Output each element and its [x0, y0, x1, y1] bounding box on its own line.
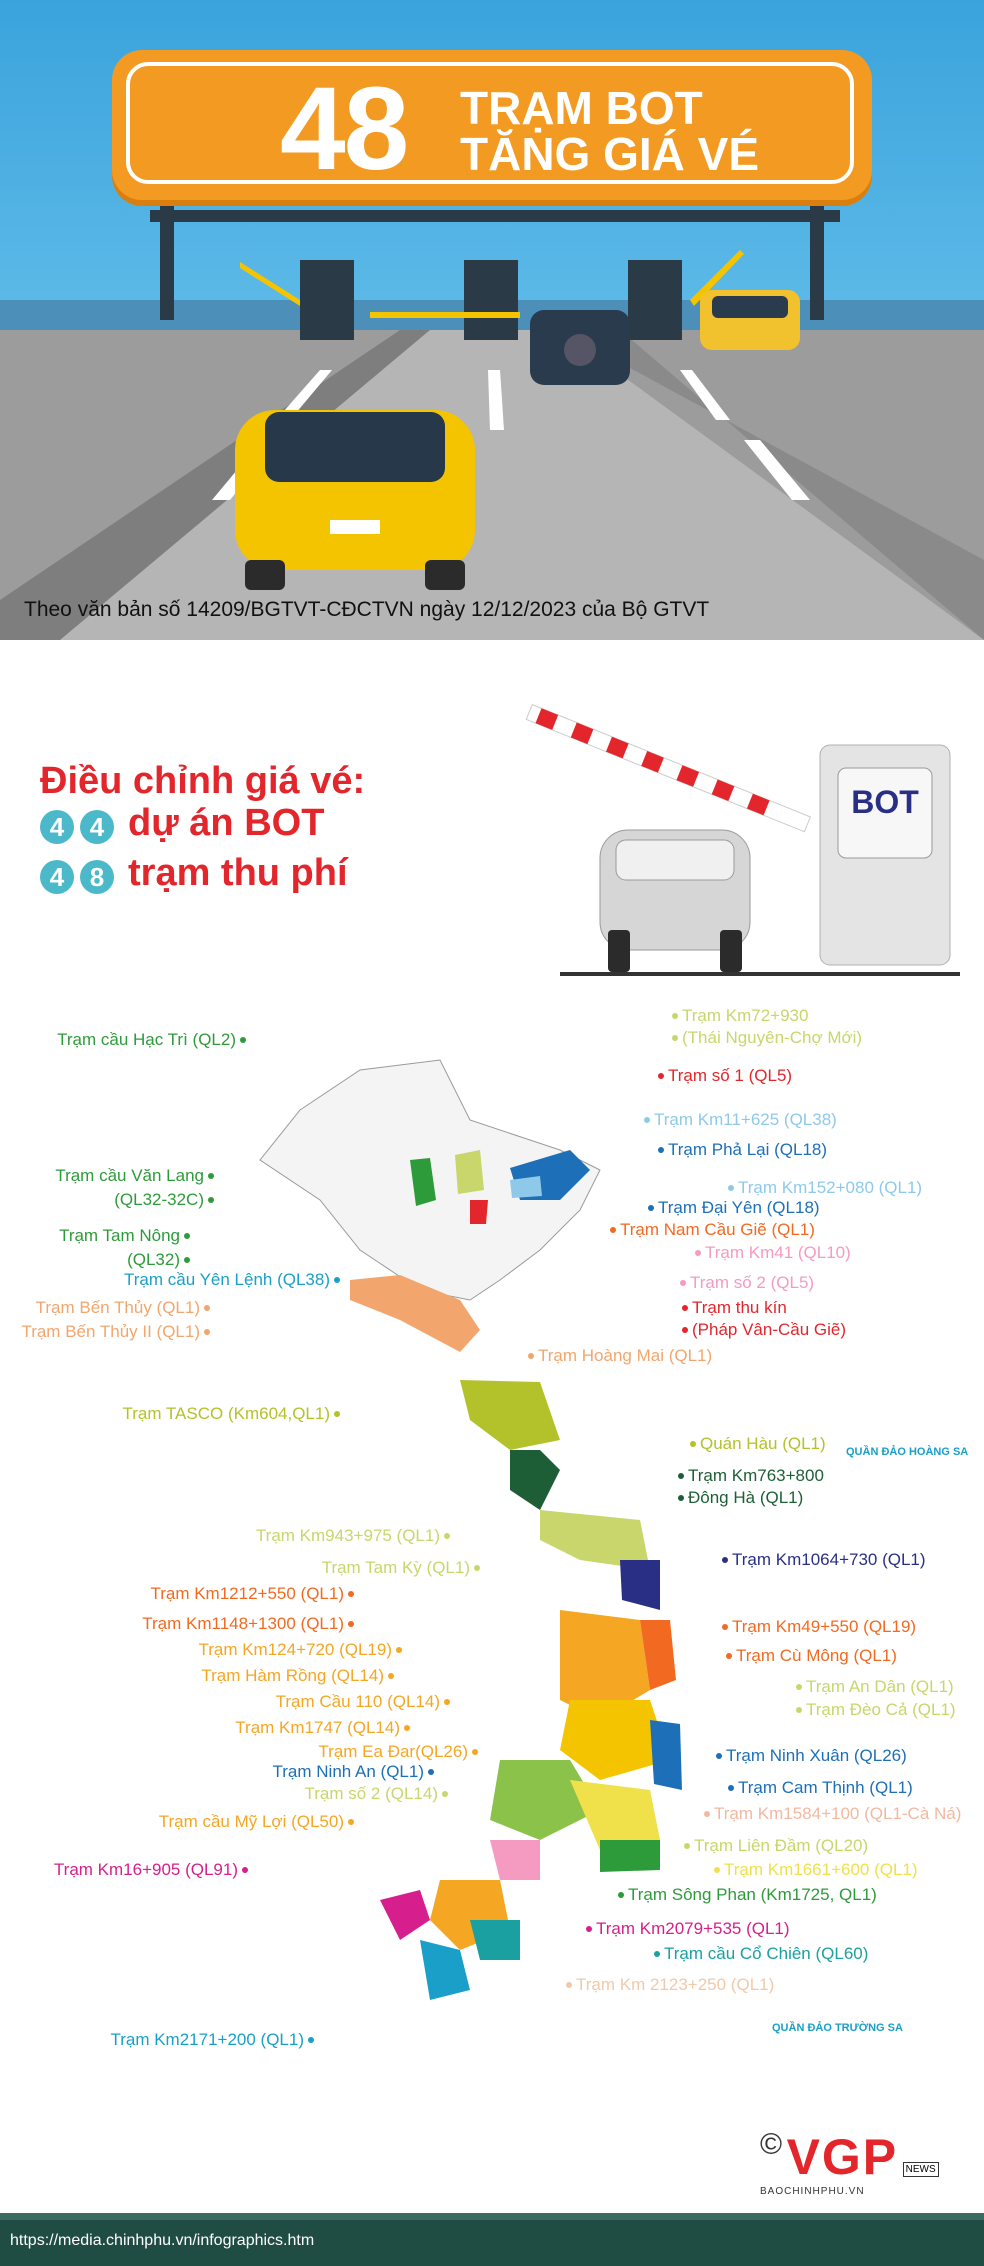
digit-ball: 8 — [80, 860, 114, 894]
left-map-label: (QL32) — [127, 1250, 180, 1269]
title-number: 48 — [280, 63, 408, 195]
label-dot — [722, 1624, 728, 1630]
label-dot — [704, 1811, 710, 1817]
projects-label: dự án BOT — [128, 802, 325, 844]
right-map-label: Trạm Km 2123+250 (QL1) — [576, 1975, 775, 1994]
right-map-label: Trạm thu kín — [692, 1298, 787, 1317]
left-map-label: (QL32-32C) — [114, 1190, 204, 1209]
booth-sign: BOT — [851, 784, 919, 820]
source-note: Theo văn bản số 14209/BGTVT-CĐCTVN ngày 12/12/2023 của Bộ GTVT — [24, 598, 710, 621]
right-map-label: (Thái Nguyên-Chợ Mới) — [682, 1028, 863, 1047]
adjust-heading: Điều chỉnh giá vé: — [40, 760, 366, 802]
right-map-label: Trạm Đèo Cả (QL1) — [806, 1700, 956, 1719]
left-map-label: Trạm Km16+905 (QL91) — [53, 1860, 238, 1879]
logo-site: BAOCHINHPHU.VN — [760, 2186, 865, 2197]
label-dot — [690, 1441, 696, 1447]
left-map-label: Trạm Km1747 (QL14) — [235, 1718, 400, 1737]
footer-band — [0, 2213, 984, 2220]
footer — [0, 2220, 984, 2266]
right-map-label: Trạm Ninh Xuân (QL26) — [726, 1746, 907, 1765]
left-map-label: Trạm Bến Thủy II (QL1) — [21, 1322, 200, 1341]
left-map-label: Trạm Tam Kỳ (QL1) — [321, 1558, 470, 1577]
label-dot — [586, 1926, 592, 1932]
right-map-label: Trạm Km41 (QL10) — [705, 1243, 851, 1262]
label-dot — [716, 1753, 722, 1759]
logo-brand: VGP — [786, 2129, 899, 2185]
left-map-label: Trạm cầu Mỹ Lợi (QL50) — [158, 1812, 344, 1831]
label-dot — [566, 1982, 572, 1988]
right-map-label: Trạm Km1661+600 (QL1) — [724, 1860, 918, 1879]
label-dot — [528, 1353, 534, 1359]
left-map-label: Trạm cầu Hạc Trì (QL2) — [57, 1030, 236, 1049]
right-map-label: Trạm Hoàng Mai (QL1) — [538, 1346, 713, 1365]
digit-ball: 4 — [40, 810, 74, 844]
label-dot — [658, 1073, 664, 1079]
left-map-label: Trạm cầu Yên Lệnh (QL38) — [123, 1270, 330, 1289]
right-map-label: Trạm Cam Thịnh (QL1) — [738, 1778, 913, 1797]
right-map-label: Trạm Phả Lại (QL18) — [668, 1140, 828, 1159]
title-line-1: TRẠM BOT — [460, 82, 703, 134]
label-dot — [672, 1013, 678, 1019]
right-map-label: Trạm Km2079+535 (QL1) — [596, 1919, 790, 1938]
label-dot — [618, 1892, 624, 1898]
title-line-2: TĂNG GIÁ VÉ — [460, 128, 760, 180]
left-map-label: Trạm Km1148+1300 (QL1) — [142, 1614, 344, 1633]
right-map-label: Trạm Km49+550 (QL19) — [732, 1617, 917, 1636]
left-map-label: Trạm Hàm Rồng (QL14) — [201, 1666, 384, 1685]
label-dot — [644, 1117, 650, 1123]
label-dot — [678, 1473, 684, 1479]
left-map-label: Trạm Km124+720 (QL19) — [198, 1640, 392, 1659]
right-map-label: Quán Hàu (QL1) — [700, 1434, 826, 1453]
label-dot — [682, 1305, 688, 1311]
digit-ball: 4 — [80, 810, 114, 844]
right-map-label: Trạm Km11+625 (QL38) — [654, 1110, 837, 1129]
left-map-label: Trạm Km1212+550 (QL1) — [150, 1584, 344, 1603]
right-map-label: Trạm An Dân (QL1) — [806, 1677, 954, 1696]
label-dot — [684, 1843, 690, 1849]
right-map-label: Trạm số 1 (QL5) — [668, 1066, 793, 1085]
right-map-label: Trạm số 2 (QL5) — [690, 1273, 815, 1292]
label-dot — [722, 1557, 728, 1563]
label-dot — [796, 1684, 802, 1690]
label-dot — [714, 1867, 720, 1873]
left-map-label: Trạm Km943+975 (QL1) — [255, 1526, 440, 1545]
label-dot — [654, 1951, 660, 1957]
left-map-label: Trạm Tam Nông — [59, 1226, 180, 1245]
copyright-symbol: © — [760, 2128, 783, 2161]
label-dot — [672, 1035, 678, 1041]
right-map-label: Trạm Nam Cầu Giẽ (QL1) — [620, 1220, 815, 1239]
left-map-label: Trạm Cầu 110 (QL14) — [275, 1692, 440, 1711]
label-dot — [695, 1250, 701, 1256]
right-map-label: Trạm Km1064+730 (QL1) — [732, 1550, 926, 1569]
label-dot — [728, 1785, 734, 1791]
stations-label: trạm thu phí — [128, 852, 348, 894]
left-map-label: Trạm Ninh An (QL1) — [272, 1762, 424, 1781]
hoang-sa-label: QUẦN ĐẢO HOÀNG SA — [846, 1446, 969, 1458]
label-dot — [680, 1280, 686, 1286]
right-map-label: Đông Hà (QL1) — [688, 1488, 804, 1507]
label-dot — [682, 1327, 688, 1333]
label-dot — [610, 1227, 616, 1233]
right-map-label: Trạm cầu Cổ Chiên (QL60) — [664, 1944, 869, 1963]
left-map-label: Trạm TASCO (Km604,QL1) — [122, 1404, 330, 1423]
left-map-label: Trạm Bến Thủy (QL1) — [35, 1298, 200, 1317]
label-dot — [726, 1653, 732, 1659]
label-dot — [648, 1205, 654, 1211]
truong-sa-label: QUẦN ĐẢO TRƯỜNG SA — [772, 2022, 903, 2034]
right-map-label: Trạm Km1584+100 (QL1-Cà Ná) — [714, 1804, 962, 1823]
logo-news: NEWS — [903, 2162, 939, 2177]
right-map-label: Trạm Sông Phan (Km1725, QL1) — [628, 1885, 877, 1904]
right-map-label: Trạm Cù Mông (QL1) — [736, 1646, 897, 1665]
footer-url[interactable]: https://media.chinhphu.vn/infographics.htm — [10, 2232, 315, 2249]
label-dot — [728, 1185, 734, 1191]
right-map-label: Trạm Liên Đầm (QL20) — [694, 1836, 869, 1855]
right-map-label: (Pháp Vân-Cầu Giẽ) — [692, 1320, 847, 1339]
right-map-label: Trạm Km152+080 (QL1) — [738, 1178, 923, 1197]
left-map-label: Trạm Km2171+200 (QL1) — [110, 2030, 304, 2049]
digit-ball: 4 — [40, 860, 74, 894]
label-dot — [678, 1495, 684, 1501]
right-map-label: Trạm Km763+800 — [688, 1466, 824, 1485]
left-map-label: Trạm Ea Đar(QL26) — [318, 1742, 468, 1761]
right-map-label: Trạm Đại Yên (QL18) — [658, 1198, 820, 1217]
right-map-label: Trạm Km72+930 — [682, 1006, 809, 1025]
left-map-label: Trạm số 2 (QL14) — [304, 1784, 438, 1803]
vgp-logo — [760, 2128, 939, 2197]
left-map-label: Trạm cầu Văn Lang — [55, 1166, 204, 1185]
label-dot — [658, 1147, 664, 1153]
label-dot — [796, 1707, 802, 1713]
